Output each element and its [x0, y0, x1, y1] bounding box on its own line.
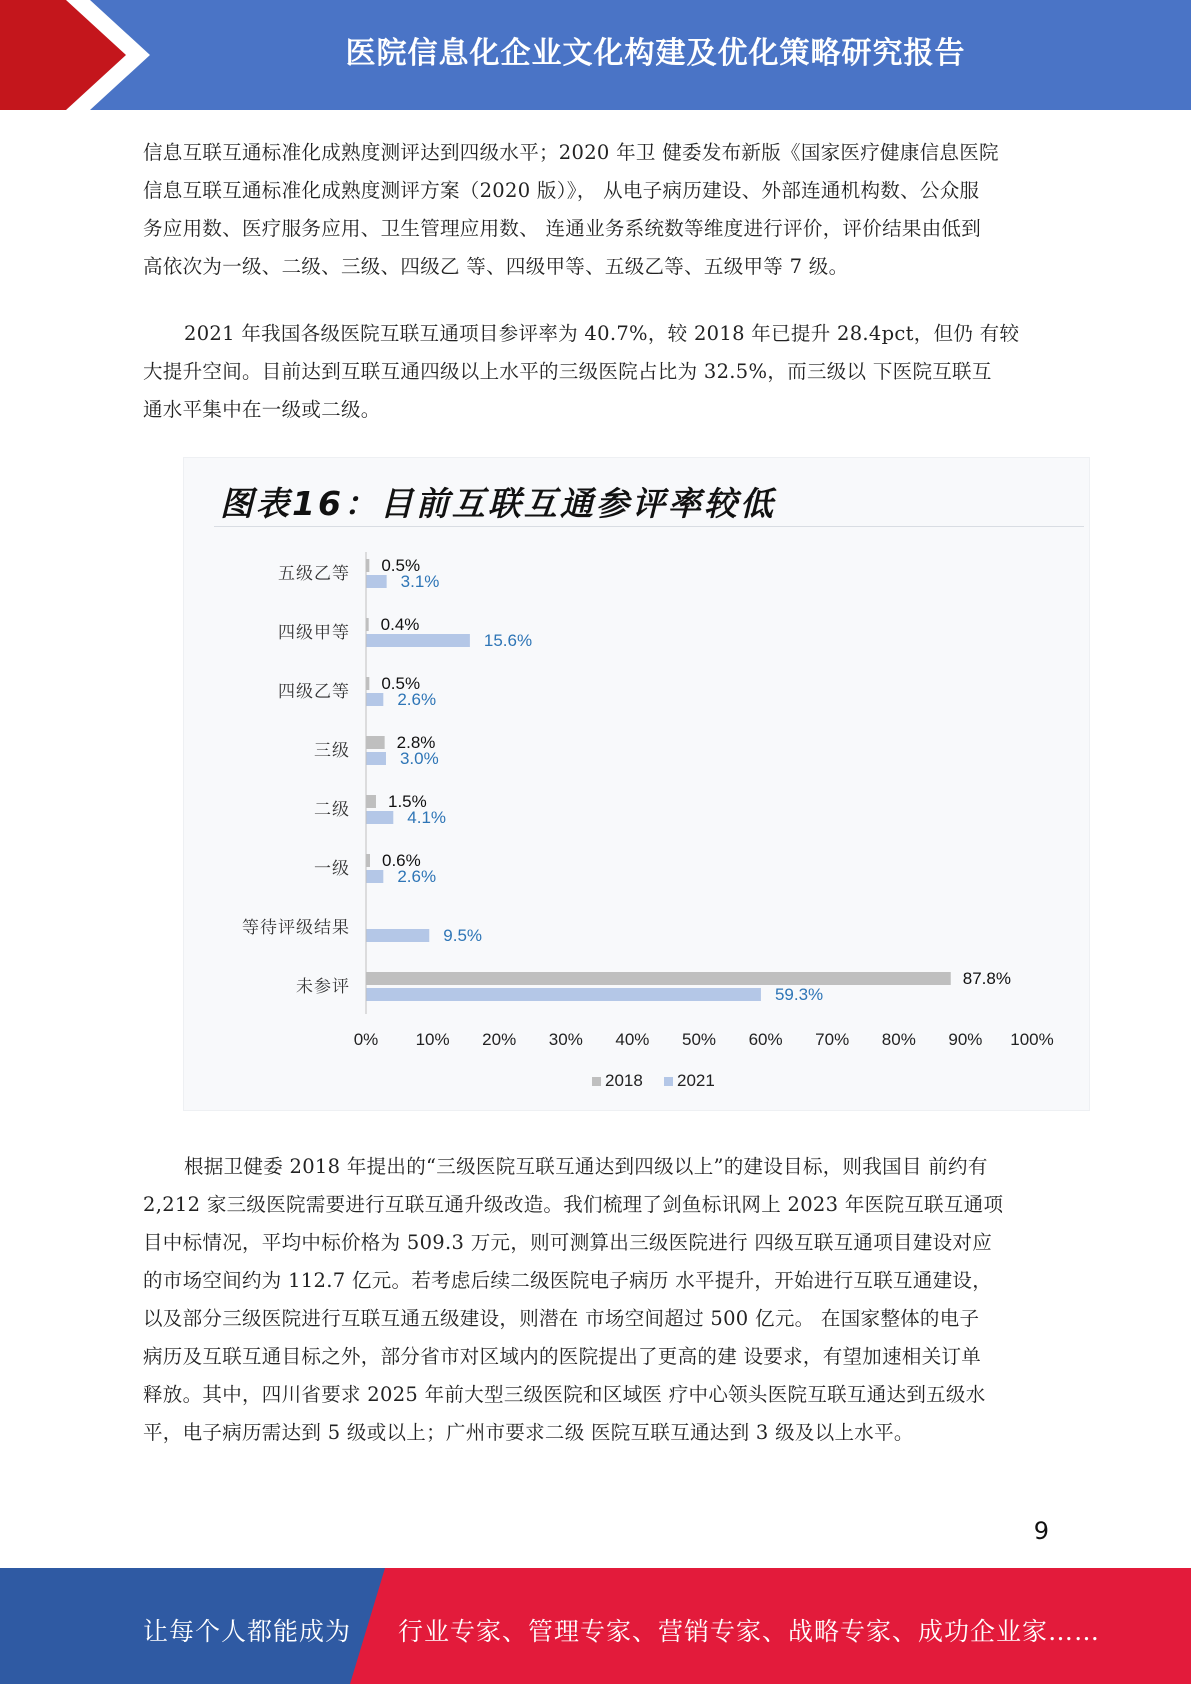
x-tick-label: 30%: [548, 1030, 583, 1049]
bar-2018: [366, 736, 385, 749]
data-label-2021: 4.1%: [407, 808, 447, 827]
data-label-2021: 3.1%: [400, 572, 440, 591]
category-label: 四级乙等: [278, 682, 350, 702]
text-line: 通水平集中在一级或二级。: [143, 398, 381, 421]
text-line: 信息互联互通标准化成熟度测评达到四级水平；2020 年卫 健委发布新版《国家医疗健康信息医院: [143, 141, 999, 164]
paragraph-3: [143, 1148, 1048, 1452]
text-line: 2,212 家三级医院需要进行互联互通升级改造。我们梳理了剑鱼标讯网上 2023 年医院互联互通项: [143, 1193, 1004, 1216]
page-footer: [0, 1568, 1191, 1684]
category-label: 五级乙等: [278, 564, 350, 584]
text-line: 根据卫健委 2018 年提出的“三级医院互联互通达到四级以上”的建设目标，则我国目 前约有: [184, 1155, 988, 1178]
data-label-2021: 15.6%: [483, 631, 533, 650]
data-label-2021: 2.6%: [397, 690, 437, 709]
bar-2021: [366, 693, 383, 706]
bar-2021: [366, 929, 429, 942]
x-tick-label: 60%: [748, 1030, 783, 1049]
bar-2018: [366, 795, 376, 808]
chart-title: 图表16：目前互联互通参评率较低: [220, 484, 776, 523]
data-label-2021: 3.0%: [399, 749, 439, 768]
data-label-2018: 0.5%: [381, 556, 421, 575]
category-label: 四级甲等: [278, 623, 350, 643]
legend-label-2021: 2021: [677, 1071, 715, 1090]
bar-2021: [366, 870, 383, 883]
text-line: 信息互联互通标准化成熟度测评方案（2020 版）》， 从电子病历建设、外部连通机构数、公众服: [143, 179, 980, 202]
x-tick-label: 50%: [681, 1030, 717, 1049]
data-label-2021: 2.6%: [397, 867, 437, 886]
text-line: 病历及互联互通目标之外，部分省市对区域内的医院提出了更高的建 设要求，有望加速相关订单: [143, 1345, 982, 1368]
bar-2018: [366, 972, 951, 985]
header-red-arrow: [0, 0, 130, 110]
data-label-2018: 2.8%: [396, 733, 436, 752]
category-label: 一级: [314, 859, 350, 879]
bar-2021: [366, 811, 393, 824]
paragraph-2: [143, 315, 1048, 429]
x-tick-label: 40%: [615, 1030, 650, 1049]
text-line: 务应用数、医疗服务应用、卫生管理应用数、 连通业务系统数等维度进行评价，评价结果由低到: [143, 217, 982, 240]
category-label: 三级: [314, 741, 350, 761]
data-label-2018: 1.5%: [387, 792, 427, 811]
chart-canvas: [184, 458, 1089, 1110]
category-label: 二级: [314, 800, 350, 820]
footer-slogan-right: 行业专家、管理专家、营销专家、战略专家、成功企业家……: [398, 1617, 1101, 1646]
page-header: [0, 0, 1191, 110]
text-line: 2021 年我国各级医院互联互通项目参评率为 40.7%，较 2018 年已提升 28.4pct，但仍 有较: [184, 322, 1020, 345]
category-label: 等待评级结果: [242, 918, 350, 938]
bar-2018: [366, 854, 370, 867]
paragraph-1: [143, 134, 1048, 286]
x-tick-label: 20%: [482, 1030, 517, 1049]
x-tick-label: 100%: [1010, 1030, 1054, 1049]
data-label-2018: 87.8%: [962, 969, 1011, 988]
page-number: 9: [1033, 1517, 1049, 1545]
category-label: 未参评: [296, 977, 350, 997]
bar-chart: [183, 457, 1090, 1111]
data-label-2021: 9.5%: [443, 926, 483, 945]
legend-swatch-2018: [592, 1077, 601, 1086]
text-line: 大提升空间。目前达到互联互通四级以上水平的三级医院占比为 32.5%，而三级以 下医院互联互: [143, 360, 992, 383]
text-line: 高依次为一级、二级、三级、四级乙 等、四级甲等、五级乙等、五级甲等 7 级。: [143, 255, 849, 278]
x-tick-label: 10%: [415, 1030, 450, 1049]
bar-2021: [366, 575, 387, 588]
x-tick-label: 0%: [353, 1030, 379, 1049]
bar-2021: [366, 988, 761, 1001]
bar-2021: [366, 634, 470, 647]
x-tick-label: 80%: [881, 1030, 916, 1049]
text-line: 平，电子病历需达到 5 级或以上；广州市要求二级 医院互联互通达到 3 级及以上水平。: [143, 1421, 914, 1444]
data-label-2018: 0.4%: [380, 615, 420, 634]
text-line: 目中标情况，平均中标价格为 509.3 万元，则可测算出三级医院进行 四级互联互通项目建设对应: [143, 1231, 993, 1254]
data-label-2021: 59.3%: [774, 985, 824, 1004]
x-tick-label: 70%: [815, 1030, 850, 1049]
text-line: 的市场空间约为 112.7 亿元。若考虑后续二级医院电子病历 水平提升，开始进行互联互通建设，: [143, 1269, 993, 1292]
text-line: 以及部分三级医院进行互联互通五级建设，则潜在 市场空间超过 500 亿元。 在国家整体的电子: [143, 1307, 980, 1330]
data-label-2018: 0.5%: [381, 674, 421, 693]
legend-swatch-2021: [664, 1077, 673, 1086]
report-title: 医院信息化企业文化构建及优化策略研究报告: [345, 36, 966, 71]
data-label-2018: 0.6%: [381, 851, 421, 870]
footer-slogan-left: 让每个人都能成为: [143, 1617, 352, 1646]
x-tick-label: 90%: [948, 1030, 983, 1049]
legend-label-2018: 2018: [605, 1071, 643, 1090]
bar-2021: [366, 752, 386, 765]
text-line: 释放。其中，四川省要求 2025 年前大型三级医院和区域医 疗中心领头医院互联互通达到五级水: [143, 1383, 986, 1406]
